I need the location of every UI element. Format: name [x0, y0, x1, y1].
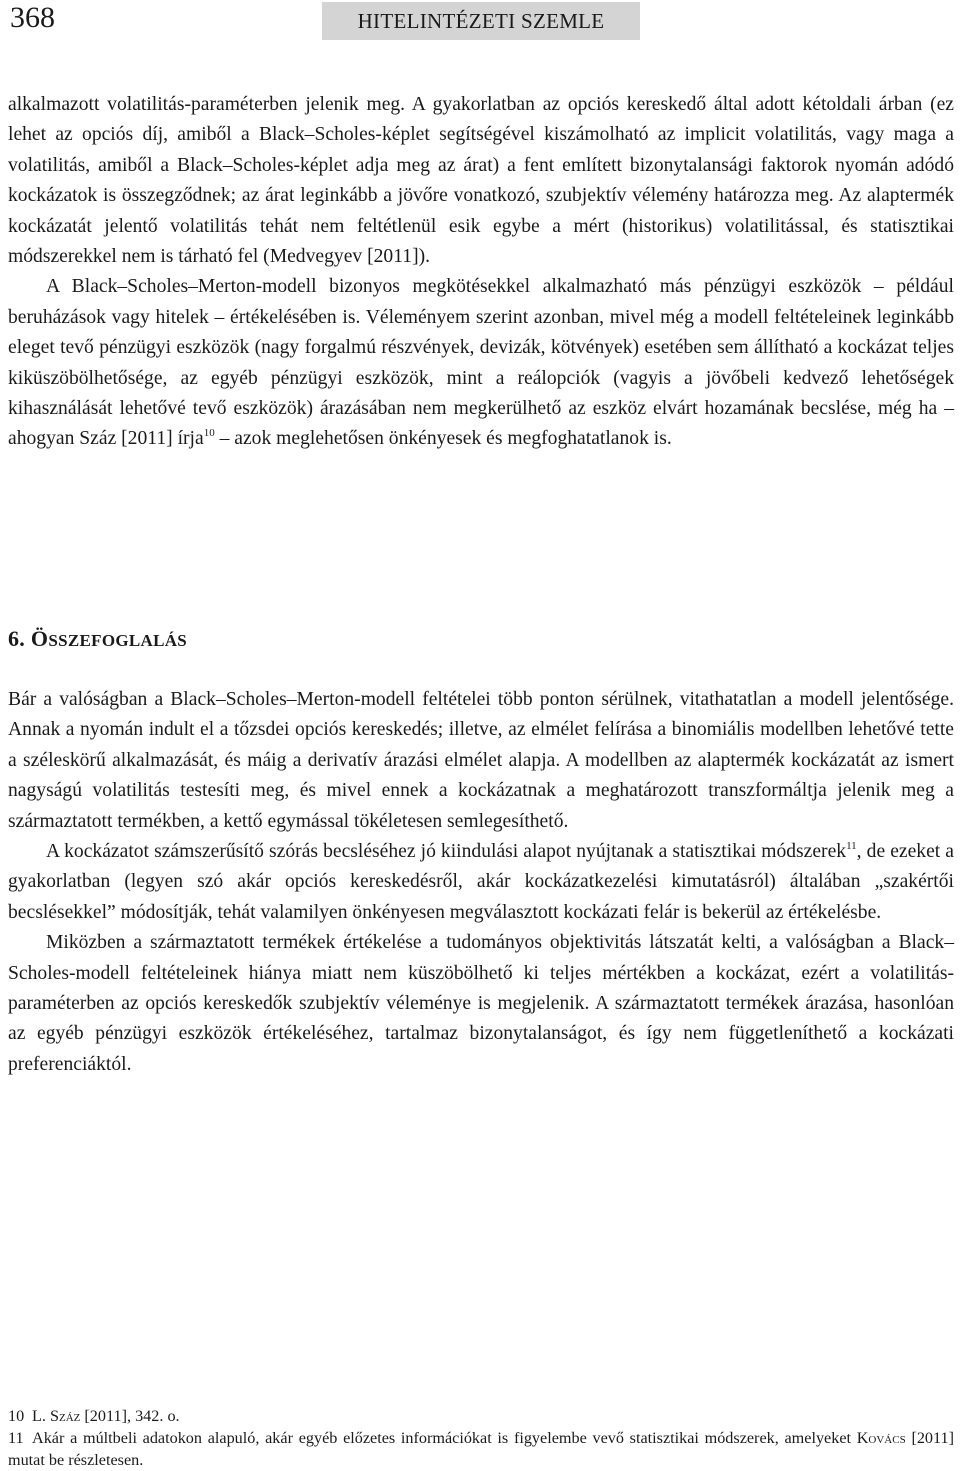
footnote-author: Száz — [49, 1407, 81, 1425]
footnote-ref[interactable]: 10 — [203, 427, 215, 440]
paragraph-text: A kockázatot számszerűsítő szórás becsléséhez jó kiindulási alapot nyújtanak a statisztikai módszerek — [46, 841, 847, 863]
section-number: 6. — [8, 626, 26, 651]
section-heading — [8, 624, 187, 656]
journal-header: HITELINTÉZETI SZEMLE — [322, 2, 640, 40]
paragraph — [8, 837, 954, 928]
paragraph: alkalmazott volatilitás-paraméterben jelenik meg. A gyakorlatban az opciós kereskedő által adott kétoldali árban (ez lehet az opciós díj, amiből a Black–Scholes-képlet segítségével kiszámolható az implicit volatilitás, vagy maga a volatilitás, amiből a Black–Scholes-képlet adja meg az árat) a fent említett bizonytalansági faktorok nyomán adódó kockázatok is összegződnek; az árat leginkább a jövőre vonatkozó, szubjektív vélemény határozza meg. Az alaptermék kockázatát jelentő volatilitás tehát nem feltétlenül esik egybe a mért (historikus) volatilitással, és statisztikai módszerekkel nem is tárható fel (Medvegyev [2011]). — [8, 94, 954, 268]
footnote-ref[interactable]: 11 — [846, 840, 857, 853]
footnote — [8, 1427, 954, 1471]
footnote-number: 11 — [8, 1429, 24, 1447]
page-number: 368 — [10, 1, 55, 34]
paragraph: Bár a valóságban a Black–Scholes–Merton-modell feltételei több ponton sérülnek, vitathatatlan a modell jelentősége. Annak a nyomán indult el a tőzsdei opciós kereskedés; illetve, az elmélet felírása a binomiális modellben lehetővé tette a széleskörű alkalmazását, és máig a derivatív árazási elmélet alapja. A modellben az alaptermék kockázatát az ismert nagyságú volatilitás testesíti meg, és mivel ennek a kockázatnak a meghatározott transzformáltja jelenik meg a származtatott termékben, a kettő egymással tökéletesen semlegesíthető. — [8, 689, 954, 832]
footnote-text: [2011], 342. o. — [80, 1407, 180, 1425]
paragraph-text: – azok meglehetősen önkényesek és megfoghatatlanok is. — [214, 428, 672, 450]
paragraph-text: A Black–Scholes–Merton-modell bizonyos megkötésekkel alkalmazható más pénzügyi eszközök – például beruházások vagy hitelek – értékelésében is. Véleményem szerint azonban, mivel még a modell feltételeinek leginkább eleget tevő pénzügyi eszközök (nagy forgalmú részvények, devizák, kötvények) esetében sem állítható a kockázat teljes kiküszöbölhetősége, az egyéb pénzügyi eszközök, mint a reálopciók (vagyis a jövőbeli kedvező lehetőségek kihasználását lehetővé tevő eszközök) árazásában nem megkerülhető az eszköz elvárt hozamának becslése, még ha – ahogyan Száz [2011] írja — [8, 276, 954, 450]
paragraph — [8, 272, 954, 454]
footnote-number: 10 — [8, 1407, 25, 1425]
section-title-initial: Ö — [30, 626, 49, 651]
footnote — [8, 1405, 954, 1427]
footnotes — [8, 1405, 954, 1471]
footnote-text: [2011] mutat be részletesen. — [8, 1429, 954, 1469]
top-section — [8, 90, 954, 455]
footnote-author: Kovács — [856, 1429, 906, 1447]
paragraph-text: , de ezeket a gyakorlatban (legyen szó akár opciós kereskedésről, akár kockázatkezelési kimutatásról) általában „szakértői becslésekkel” módosítják, tehát valamilyen önkényesen megválasztott kockázati felár is bekerül az értékelésbe. — [8, 841, 954, 923]
footnote-text: L. — [32, 1407, 50, 1425]
bottom-section — [8, 685, 954, 1080]
section-title-rest: SSZEFOGLALÁS — [48, 631, 188, 650]
paragraph: Miközben a származtatott termékek értékelése a tudományos objektivitás látszatát kelti, a valóságban a Black–Scholes-modell feltételeinek hiánya miatt nem küszöbölhető ki teljes mértékben a kockázat, ezért a volatilitás-paraméterben az opciós kereskedők szubjektív véleménye is megjelenik. A származtatott termékek árazása, hasonlóan az egyéb pénzügyi eszközök értékeléséhez, tartalmaz bizonytalanságot, és így nem függetleníthető a kockázati preferenciáktól. — [8, 932, 954, 1075]
footnote-text: Akár a múltbeli adatokon alapuló, akár egyéb előzetes információkat is figyelembe vevő statisztikai módszerek, amelyeket — [32, 1429, 857, 1447]
